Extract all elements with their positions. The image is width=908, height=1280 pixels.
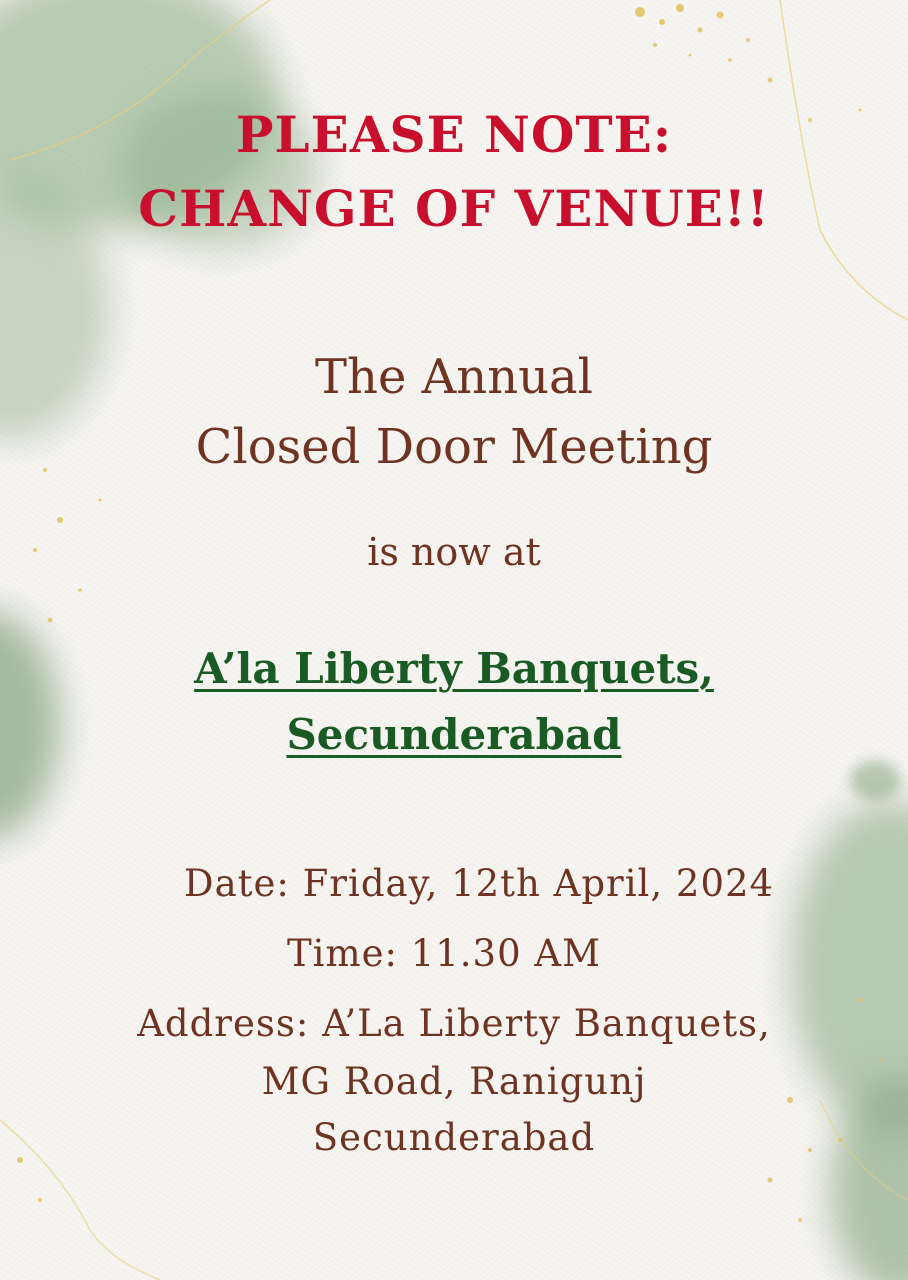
event-title-line-1: The Annual (315, 349, 593, 405)
venue-name-line-1: A’la Liberty Banquets, (194, 644, 714, 693)
event-date: Date: Friday, 12th April, 2024 (183, 862, 775, 905)
event-address-line-1: Address: A’La Liberty Banquets, (137, 1002, 771, 1045)
notice-heading-line-2: CHANGE OF VENUE!! (138, 179, 770, 238)
event-address-line-2: MG Road, Ranigunj (261, 1060, 647, 1103)
event-address-line-3: Secunderabad (312, 1116, 596, 1159)
notice-heading-line-1: PLEASE NOTE: (235, 105, 673, 164)
venue-name-line-2: Secunderabad (286, 710, 622, 759)
now-at-text: is now at (367, 530, 541, 574)
event-time: Time: 11.30 AM (286, 932, 601, 975)
event-title-line-2: Closed Door Meeting (195, 419, 713, 475)
